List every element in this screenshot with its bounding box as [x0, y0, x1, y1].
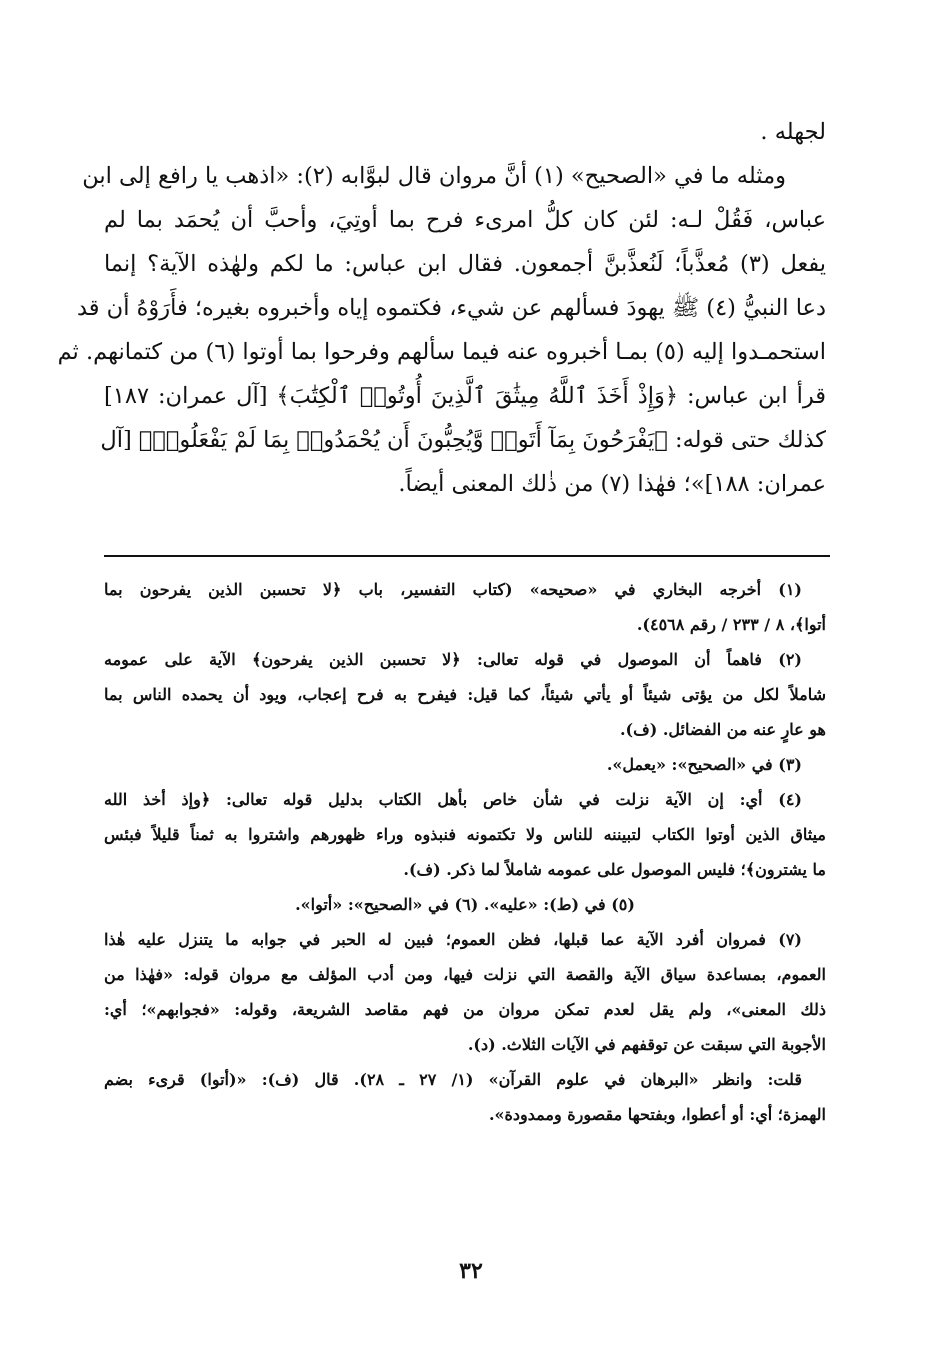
- main-line: استحمـدوا إليه (٥) بمـا أخبروه عنه فيما سألهم وفرحوا بما أوتوا (٦) من كتمانهم. ثم: [57, 339, 826, 365]
- footnote-line: هو عارٍ عنه من الفضائل. (ف).: [619, 720, 826, 739]
- page-number: ٣٢: [459, 1258, 483, 1284]
- main-text: [57, 110, 826, 506]
- main-line: قرأ ابن عباس: ﴿وَإِذْ أَخَذَ ٱللَّهُ مِيثَٰقَ ٱلَّذِينَ أُوتُوا۟ ٱلْكِتَٰبَ﴾ [آل عمران: ١٨٧]: [104, 383, 826, 409]
- footnote-line: الهمزة؛ أي: أو أعطوا، وبفتحها مقصورة وممدودة».: [488, 1105, 826, 1124]
- footnote-separator: [104, 555, 830, 557]
- footnote-line: (٧) فمروان أفرد الآية عما قبلها، فظن العموم؛ فبين له الحبر في جوابه ما يتنزل عليه هٰذا: [104, 930, 802, 949]
- footnote-line: ذلك المعنى»، ولم يقل لعدم تمكن مروان من فهم مقاصد الشريعة، وقوله: «فجوابهم»؛ أي:: [104, 1000, 826, 1019]
- page-body: [57, 110, 826, 1310]
- main-line: عمران: ١٨٨]»؛ فهٰذا (٧) من ذٰلك المعنى أيضاً.: [398, 471, 826, 497]
- footnote-line: (٣) في «الصحيح»: «يعمل».: [606, 755, 802, 774]
- footnote-line: الأجوبة التي سبقت عن توقفهم في الآيات الثلاث. (د).: [467, 1035, 826, 1054]
- footnote-line: أتوا﴾، ٨ / ٢٣٣ / رقم ٤٥٦٨).: [636, 615, 826, 634]
- footnote-line: العموم، بمساعدة سياق الآية والقصة التي نزلت فيها، ومن أدب المؤلف مع مروان قوله: «فهٰذا من: [104, 965, 826, 984]
- footnote-line: (٤) أي: إن الآية نزلت في شأن خاص بأهل الكتاب بدليل قوله تعالى: ﴿وإذ أخذ الله: [104, 790, 802, 809]
- main-line: كذلك حتى قوله: ﴿يَفْرَحُونَ بِمَآ أَتَوا۟ وَّيُحِبُّونَ أَن يُحْمَدُوا۟ بِمَا لَمْ يَفْعَلُوا۟﴾ [آل: [100, 427, 826, 453]
- main-line: عباس، فَقُلْ لـه: لئن كان كلُّ امرىء فرح بما أوتِيَ، وأحبَّ أن يُحمَد بما لم: [104, 207, 826, 233]
- main-line: دعا النبيُّ (٤) ﷺ يهودَ فسألهم عن شيء، فكتموه إياه وأخبروه بغيره؛ فأَرَوْهُ أن قد: [76, 295, 826, 321]
- main-line: ومثله ما في «الصحيح» (١) أنَّ مروان قال لبوَّابه (٢): «اذهب يا رافع إلى ابن: [82, 163, 786, 189]
- footnote-line: (٥) في (ط): «عليه». (٦) في «الصحيح»: «أتوا».: [295, 895, 635, 914]
- footnote-line: شاملاً لكل من يؤتى شيئاً أو يأتي شيئاً، كما قيل: فيفرح به فرح إعجاب، ويود أن يحمده الناس بما: [104, 685, 826, 704]
- footnote-line: ما يشترون﴾؛ فليس الموصول على عمومه شاملاً لما ذكر. (ف).: [403, 860, 826, 879]
- footnote-line: قلت: وانظر «البرهان في علوم القرآن» (١/ ٢٧ ـ ٢٨). قال (ف): «(أتوا) قرىء بضم: [104, 1070, 803, 1089]
- footnote-line: (١) أخرجه البخاري في «صحيحه» (كتاب التفسير، باب ﴿لا تحسبن الذين يفرحون بما: [104, 580, 802, 599]
- footnote-line: ميثاق الذين أوتوا الكتاب لتبيننه للناس ولا تكتمونه فنبذوه وراء ظهورهم واشتروا به ثمناً قليلاً فبئس: [104, 825, 826, 844]
- main-line: يفعل (٣) مُعذَّباً؛ لَنُعذَّبنَّ أجمعون. فقال ابن عباس: ما لكم ولهٰذه الآية؟ إنما: [104, 251, 826, 277]
- footnote-line: (٢) فاهماً أن الموصول في قوله تعالى: ﴿لا تحسبن الذين يفرحون﴾ الآية على عمومه: [104, 650, 802, 669]
- main-line: لجهله .: [760, 119, 826, 145]
- footnotes: [104, 572, 826, 1132]
